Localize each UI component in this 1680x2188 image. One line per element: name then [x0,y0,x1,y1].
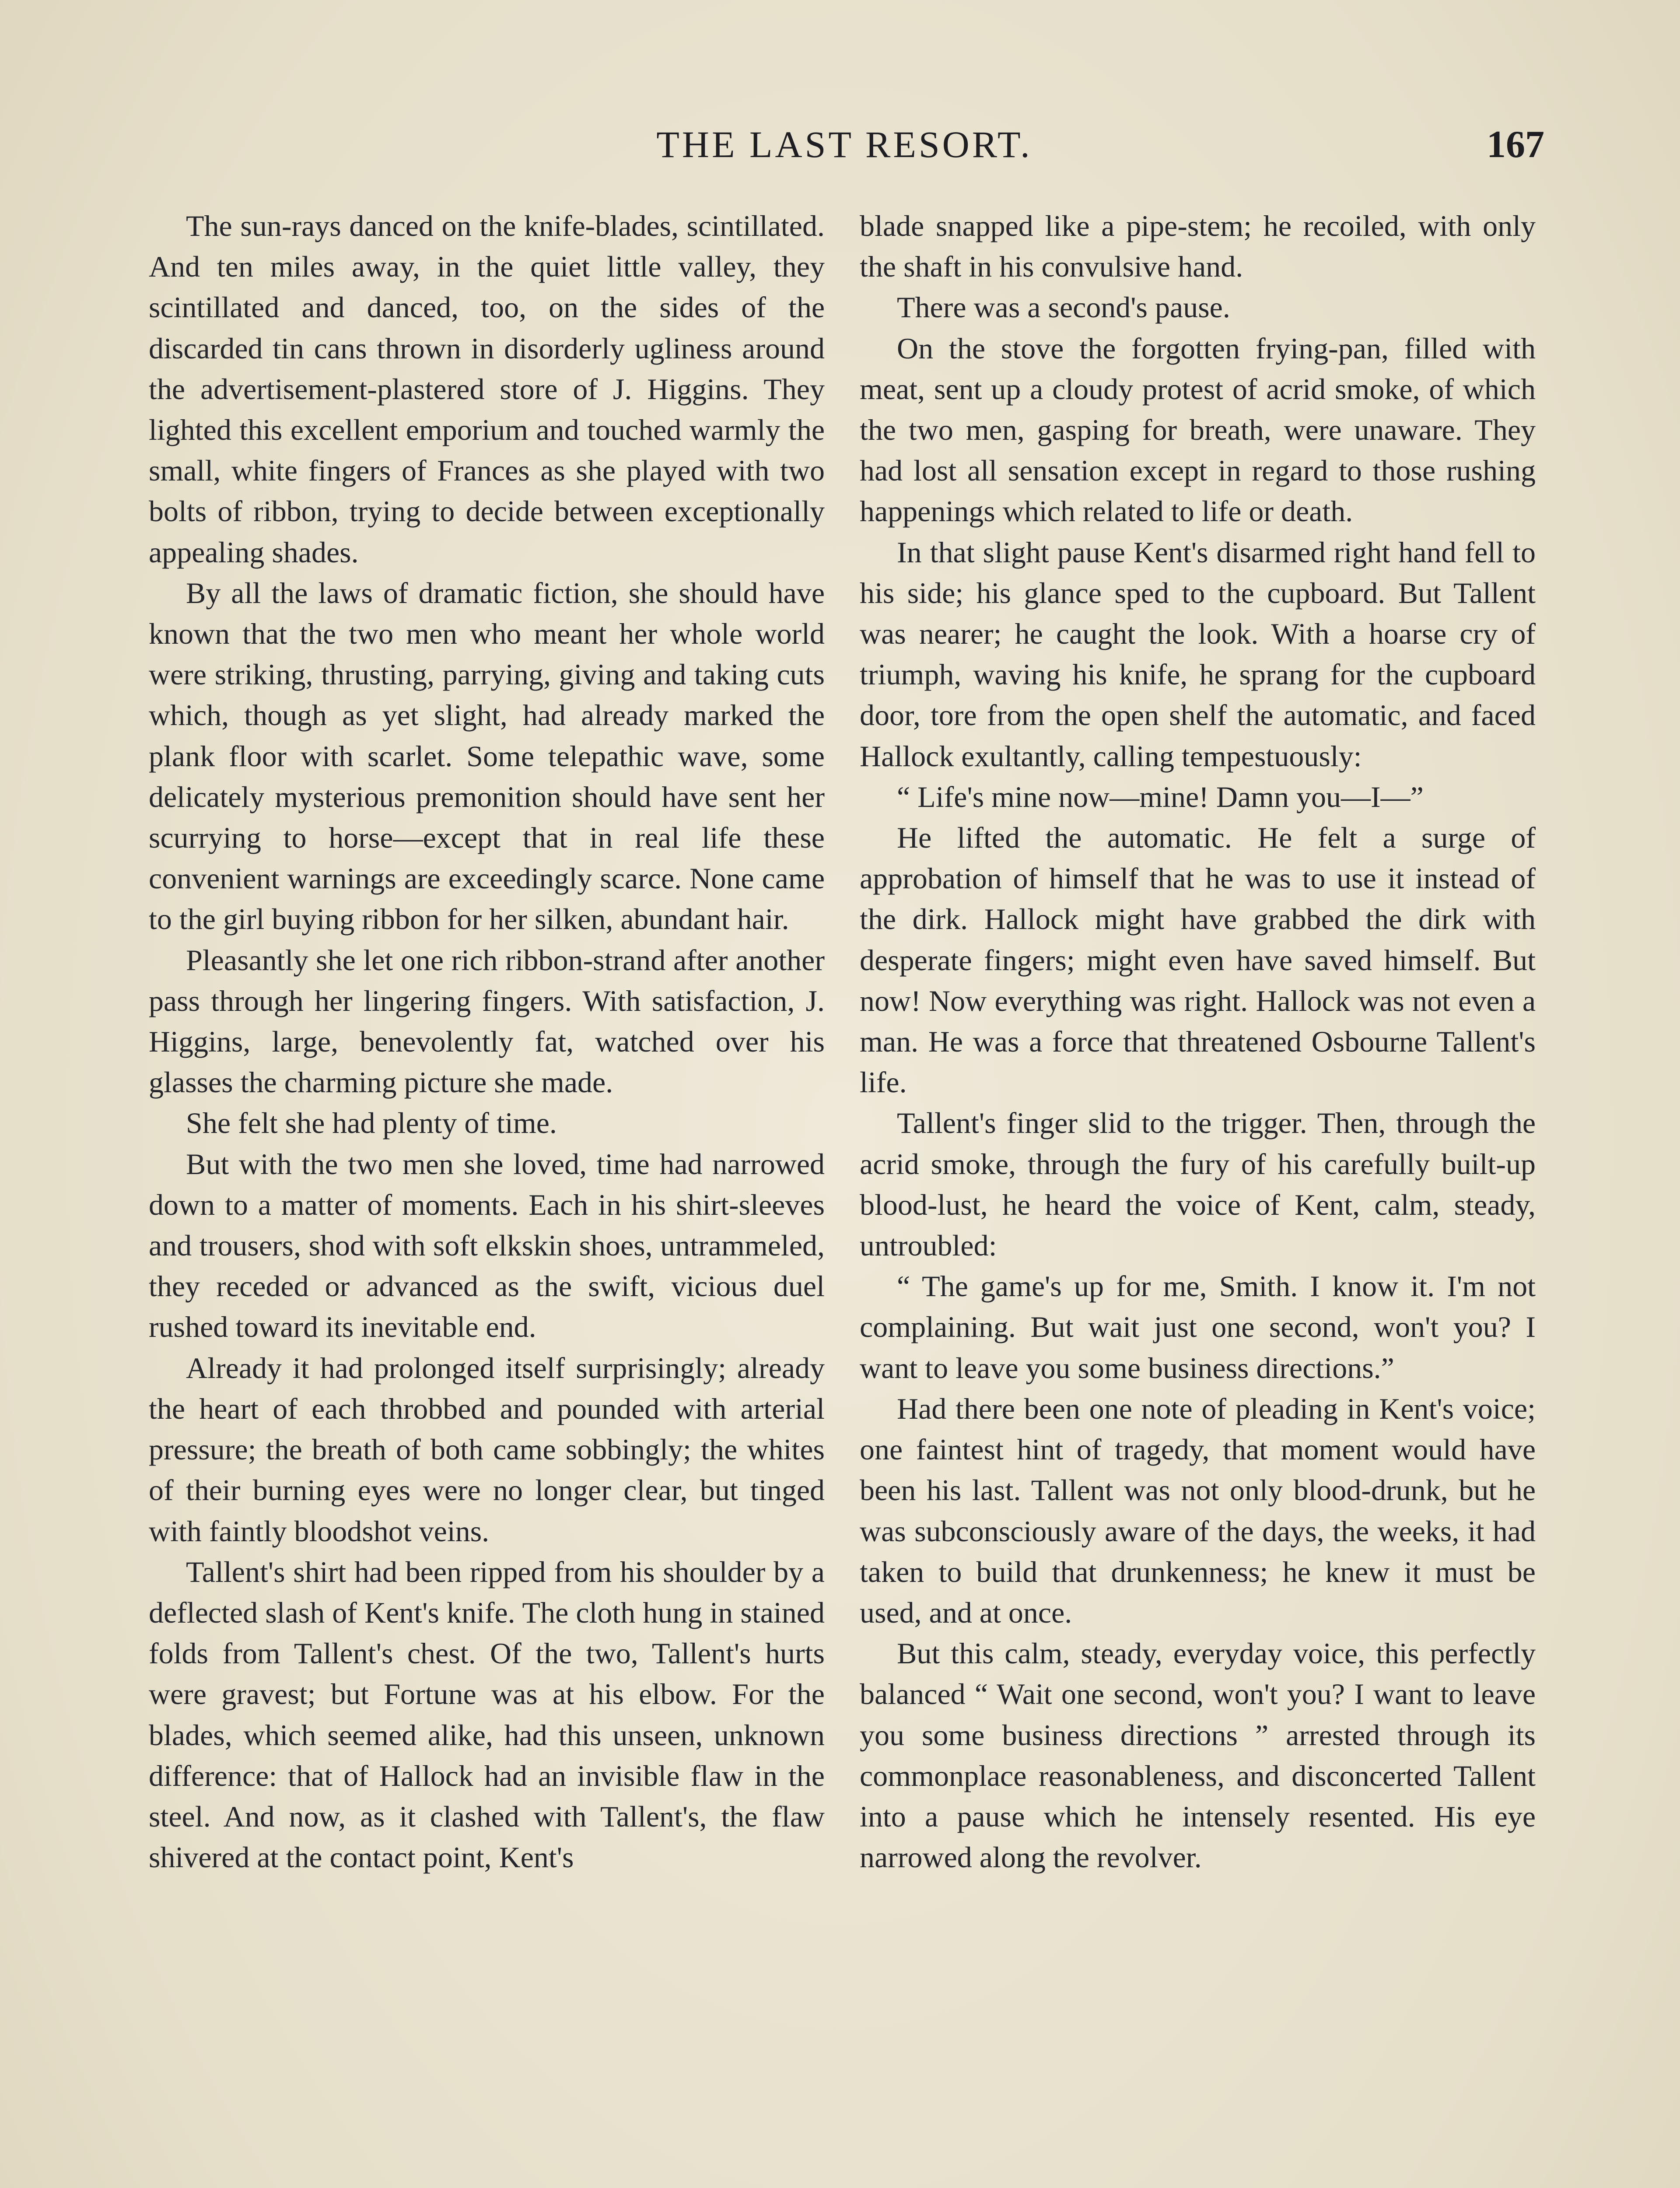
paragraph: Pleasantly she let one rich ribbon-strand after another pass through her lingering fingers. With satisfaction, J. Higgins, large, benevolently fat, watched over his glasses the charming picture she made. [149,943,825,1099]
left-column [149,206,825,1878]
paragraph: She felt she had plenty of time. [186,1106,557,1140]
page-header [144,123,1544,179]
paragraph: Tallent's shirt had been ripped from his shoulder by a deflected slash of Kent's knife. The cloth hung in stained folds from Tallent's chest. Of the two, Tallent's hurts were gravest; but Fortune was at his elbow. For the blades, which seemed alike, had this unseen, unknown difference: that of Hallock had an invisible flaw in the steel. And now, as it clashed with Tallent's, the flaw shivered at the contact point, Kent's [149,1555,825,1874]
paragraph: He lifted the automatic. He felt a surge of approbation of himself that he was to use it instead of the dirk. Hallock might have grabbed the dirk with desperate fingers; might even have saved himself. But now! Now everything was right. Hallock was not even a man. He was a force that threatened Osbourne Tallent's life. [860,821,1536,1099]
paragraph: Already it had prolonged itself surprisingly; already the heart of each throbbed and pounded with arterial pressure; the breath of both came sobbingly; the whites of their burning eyes were no longer clear, but tinged with faintly bloodshot veins. [149,1351,825,1548]
paragraph: On the stove the forgotten frying-pan, filled with meat, sent up a cloudy protest of acrid smoke, of which the two men, gasping for breath, were unaware. They had lost all sensation except in regard to those rushing happenings which related to life or death. [860,331,1536,528]
paragraph: In that slight pause Kent's disarmed right hand fell to his side; his glance sped to the cupboard. But Tallent was nearer; he caught the look. With a hoarse cry of triumph, waving his knife, he sprang for the cupboard door, tore from the open shelf the automatic, and faced Hallock exultantly, calling tempestuously: [860,535,1536,773]
running-title: THE LAST RESORT. [656,123,1032,165]
dialogue-paragraph: “ Life's mine now—mine! Damn you—I—” [897,780,1424,813]
paragraph: But with the two men she loved, time had narrowed down to a matter of moments. Each in his shirt-sleeves and trousers, shod with soft elkskin shoes, untrammeled, they receded or advanced as the swift, vicious duel rushed toward its inevitable end. [149,1147,825,1344]
dialogue-paragraph: “ The game's up for me, Smith. I know it. I'm not complaining. But wait just one second, won't you? I want to leave you some business directions.” [860,1269,1536,1385]
paragraph: But this calm, steady, everyday voice, this perfectly balanced “ Wait one second, won't you? I want to leave you some business directions ” arrested through its commonplace reasonableness, and disconcerted Tallent into a pause which he intensely resented. His eye narrowed along the revolver. [860,1637,1536,1874]
page-number: 167 [1487,123,1544,166]
paragraph: Tallent's finger slid to the trigger. Then, through the acrid smoke, through the fury of his carefully built-up blood-lust, he heard the voice of Kent, calm, steady, untroubled: [860,1106,1536,1262]
paragraph: The sun-rays danced on the knife-blades, scintillated. And ten miles away, in the quiet little valley, they scintillated and danced, too, on the sides of the discarded tin cans thrown in disorderly ugliness around the advertisement-plastered store of J. Higgins. They lighted this excellent emporium and touched warmly the small, white fingers of Frances as she played with two bolts of ribbon, trying to decide between exceptionally appealing shades. [149,209,825,569]
paragraph-continued: blade snapped like a pipe-stem; he recoiled, with only the shaft in his convulsive hand. [860,209,1536,284]
right-column [860,206,1536,1878]
paragraph: There was a second's pause. [897,291,1230,324]
paragraph: Had there been one note of pleading in Kent's voice; one faintest hint of tragedy, that moment would have been his last. Tallent was not only blood-drunk, but he was subconsciously aware of the days, the weeks, it had taken to build that drunkenness; he knew it must be used, and at once. [860,1392,1536,1629]
paragraph: By all the laws of dramatic fiction, she should have known that the two men who meant her whole world were striking, thrusting, parrying, giving and taking cuts which, though as yet slight, had already marked the plank floor with scarlet. Some telepathic wave, some delicately mysterious premonition should have sent her scurrying to horse—except that in real life these convenient warnings are exceedingly scarce. None came to the girl buying ribbon for her silken, abundant hair. [149,576,825,936]
